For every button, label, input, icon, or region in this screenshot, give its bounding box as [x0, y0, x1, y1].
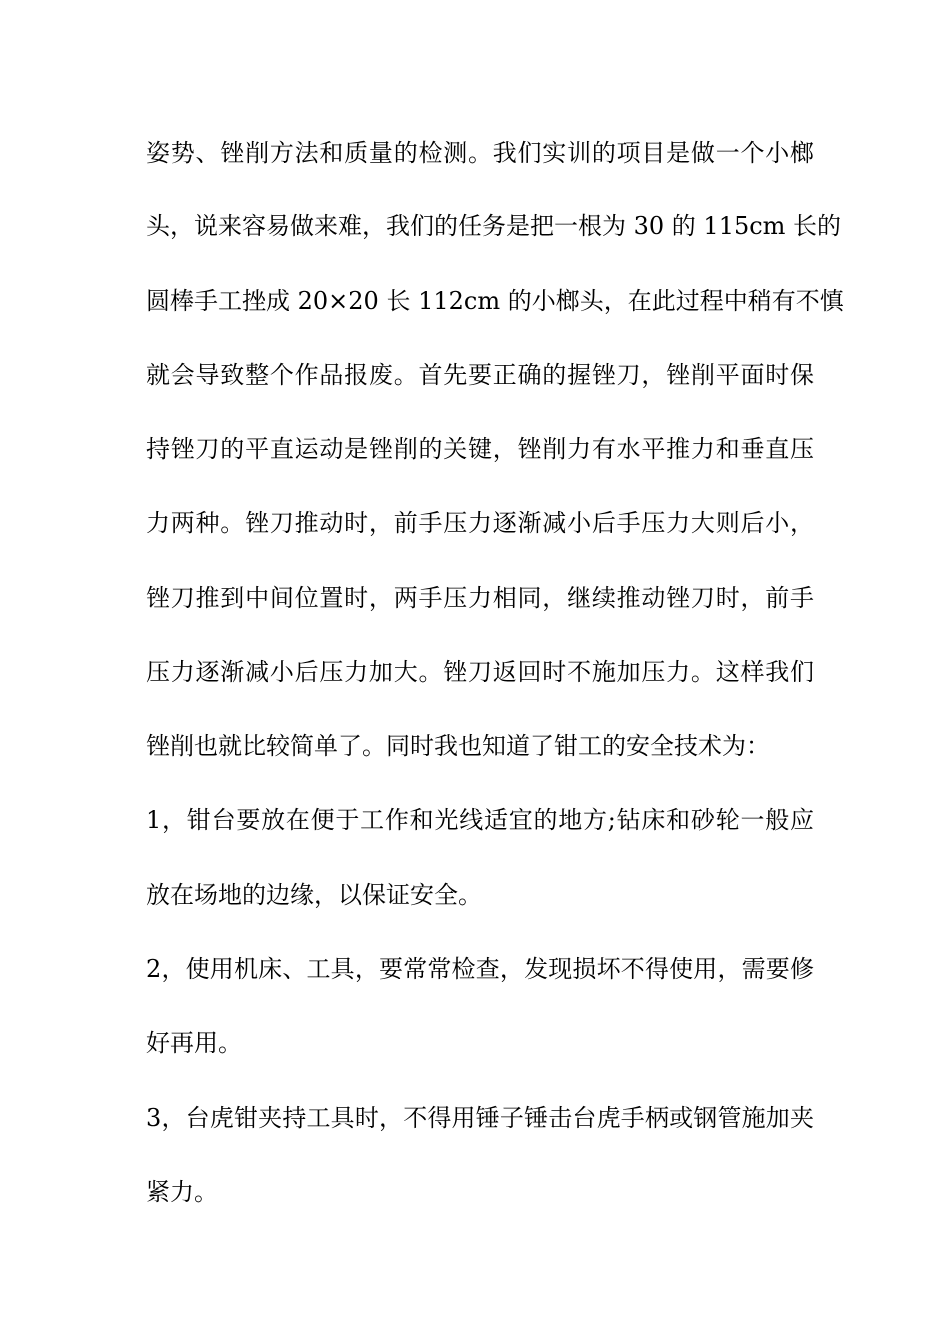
text-line: 紧力。: [146, 1178, 218, 1206]
list-item-1: 1，钳台要放在便于工作和光线适宜的地方;钻床和砂轮一般应: [146, 806, 814, 834]
text-line: 好再用。: [146, 1029, 242, 1057]
text-line: 头，说来容易做来难，我们的任务是把一根为 30 的 115cm 长的: [146, 212, 842, 240]
text-line: 放在场地的边缘，以保证安全。: [146, 881, 482, 909]
text-line: 圆棒手工挫成 20×20 长 112cm 的小榔头，在此过程中稍有不慎: [146, 287, 844, 315]
text-line: 压力逐渐减小后压力加大。锉刀返回时不施加压力。这样我们: [146, 658, 814, 686]
list-item-3: 3，台虎钳夹持工具时，不得用锤子锤击台虎手柄或钢管施加夹: [146, 1104, 814, 1132]
list-item-2: 2，使用机床、工具，要常常检查，发现损坏不得使用，需要修: [146, 955, 814, 983]
text-line: 锉刀推到中间位置时，两手压力相同，继续推动锉刀时，前手: [146, 584, 814, 612]
text-line: 锉削也就比较简单了。同时我也知道了钳工的安全技术为：: [146, 732, 770, 760]
text-line: 就会导致整个作品报废。首先要正确的握锉刀，锉削平面时保: [146, 361, 814, 389]
text-line: 姿势、锉削方法和质量的检测。我们实训的项目是做一个小榔: [146, 139, 814, 167]
text-line: 持锉刀的平直运动是锉削的关键，锉削力有水平推力和垂直压: [146, 435, 814, 463]
text-line: 力两种。锉刀推动时，前手压力逐渐减小后手压力大则后小，: [146, 509, 814, 537]
